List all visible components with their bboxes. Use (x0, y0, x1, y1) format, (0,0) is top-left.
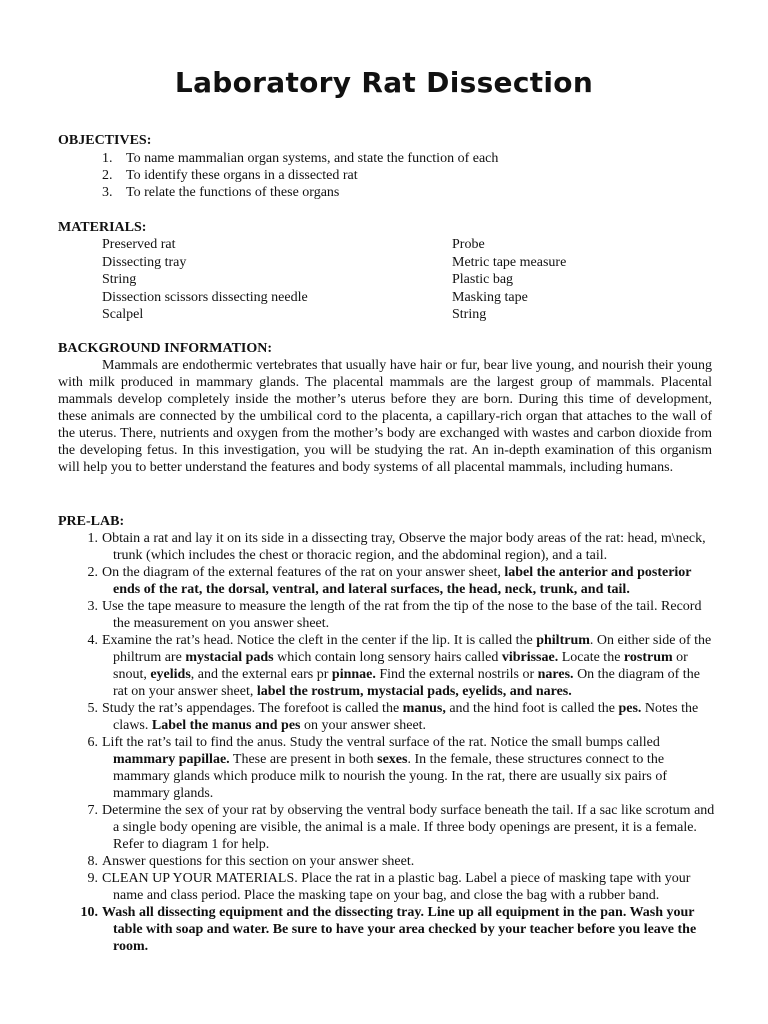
objective-text: To identify these organs in a dissected rat (126, 168, 358, 183)
step-bold-text: mystacial pads (185, 650, 274, 665)
step-plain-text: CLEAN UP YOUR MATERIALS. Place the rat in a plastic bag. Label a piece of masking tape with your name and class period. Place the masking tape on your bag, and close the bag with a rubber band. (102, 871, 691, 903)
objective-item (102, 184, 340, 201)
material-item: Dissection scissors dissecting needle (102, 289, 308, 305)
step-plain-text: These are present in both (229, 752, 378, 767)
step-bold-text: sexes (377, 752, 408, 767)
objectives-list (102, 150, 499, 201)
material-item: Metric tape measure (452, 254, 567, 270)
background-heading: BACKGROUND INFORMATION: (58, 341, 273, 356)
materials-right-column (452, 236, 566, 324)
material-item: String (452, 307, 487, 322)
step-plain-text: Determine the sex of your rat by observing the ventral body surface beneath the tail. If a sac like scrotum and a single body opening are visible, the animal is a male. If three body openings are present, it is a female. Refer to diagram 1 for help. (102, 803, 715, 852)
step-bold-text: nares. (537, 667, 574, 682)
prelab-step (58, 734, 718, 802)
step-bold-text: Label the manus and pes (151, 718, 301, 733)
step-plain-text: Answer questions for this section on your answer sheet. (102, 854, 415, 869)
step-number: 7. (87, 803, 98, 818)
materials-left-column (102, 236, 308, 324)
step-number: 6. (87, 735, 98, 750)
material-item: Preserved rat (102, 237, 176, 252)
prelab-step (58, 853, 718, 870)
step-bold-text: mammary papillae. (113, 752, 230, 767)
material-item: Dissecting tray (102, 254, 187, 270)
step-text (102, 598, 718, 632)
materials-heading: MATERIALS: (58, 220, 147, 235)
material-item: Masking tape (452, 289, 528, 305)
prelab-step (58, 700, 718, 734)
step-bold-text: eyelids (150, 667, 191, 682)
prelab-step (58, 870, 718, 904)
prelab-step (58, 564, 718, 598)
step-text (102, 734, 718, 802)
background-paragraph: Mammals are endothermic vertebrates that usually have hair or fur, bear live young, and nourish their young with milk produced in mammary glands. The placental mammals are the largest group of mammals. Placental mammals develop completely inside the mother’s uterus before they are born. During this time of development, these animals are connected by the umbilical cord to the placenta, a capillary-rich organ that attaches to the wall of the uterus. There, nutrients and oxygen from the mother’s body are exchanged with wastes and carbon dioxide from the developing fetus. In this investigation, you will be studying the rat. An in-depth examination of this organism will help you to better understand the features and body systems of all placental mammals, including humans. (58, 358, 712, 475)
materials-section (58, 219, 146, 236)
step-bold-text: pinnae. (331, 667, 376, 682)
objective-number: 1. (102, 151, 113, 166)
step-text (102, 853, 718, 870)
prelab-heading: PRE-LAB: (58, 514, 125, 529)
prelab-section (58, 513, 718, 955)
step-bold-text: manus, (402, 701, 446, 716)
prelab-step (58, 904, 718, 955)
step-number: 1. (87, 531, 98, 546)
step-number: 5. (87, 701, 98, 716)
step-bold-text: rostrum (623, 650, 673, 665)
material-item: Plastic bag (452, 272, 514, 287)
step-text (102, 870, 718, 904)
step-plain-text: on your answer sheet. (300, 718, 427, 733)
step-plain-text: Lift the rat’s tail to find the anus. Study the ventral surface of the rat. Notice the small bumps called (102, 735, 660, 750)
objective-item (102, 150, 499, 167)
step-plain-text: which contain long sensory hairs called (273, 650, 502, 665)
step-bold-text: label the rostrum, mystacial pads, eyelids, and nares. (256, 684, 572, 699)
material-item: String (102, 272, 137, 287)
prelab-step (58, 802, 718, 853)
step-bold-text: philtrum (536, 633, 590, 648)
step-plain-text: . In the female, these structures connect to the mammary glands which produce milk to nourish the young. In the rat, there are usually six pairs of mammary glands. (113, 752, 668, 801)
step-plain-text: Use the tape measure to measure the length of the rat from the tip of the nose to the base of the tail. Record the measurement on you answer sheet. (102, 599, 702, 631)
prelab-steps-list (58, 530, 718, 955)
step-text (102, 530, 718, 564)
material-item: Scalpel (102, 307, 144, 322)
step-number: 2. (87, 565, 98, 580)
objectives-section (58, 132, 499, 201)
step-number: 9. (87, 871, 98, 886)
step-text (102, 632, 718, 700)
objective-number: 2. (102, 168, 113, 183)
step-plain-text: On the diagram of the external features of the rat on your answer sheet, (102, 565, 505, 580)
material-item: Probe (452, 237, 485, 252)
step-plain-text: Examine the rat’s head. Notice the cleft in the center if the lip. It is called the (102, 633, 537, 648)
step-plain-text: , and the external ears pr (190, 667, 332, 682)
step-text (102, 904, 718, 955)
objective-number: 3. (102, 185, 113, 200)
background-section (58, 340, 712, 476)
step-bold-text: Wash all dissecting equipment and the dissecting tray. Line up all equipment in the pan. Wash your table with soap and water. Be sure to have your area checked by your teacher before you leave the room. (102, 905, 697, 954)
step-bold-text: pes. (618, 701, 642, 716)
page-title: Laboratory Rat Dissection (174, 66, 594, 99)
objective-text: To relate the functions of these organs (126, 185, 340, 200)
step-number: 10. (80, 905, 98, 920)
step-text (102, 802, 718, 853)
step-plain-text: Find the external nostrils or (375, 667, 538, 682)
step-plain-text: or snout, (113, 650, 688, 682)
step-plain-text: Notes the claws. (113, 701, 699, 733)
step-plain-text: . On either side of the philtrum are (113, 633, 712, 665)
step-bold-text: label the anterior and posterior ends of the rat, the dorsal, ventral, and lateral surfaces, the head, neck, trunk, and tail. (113, 565, 692, 597)
step-bold-text: vibrissae. (501, 650, 559, 665)
objectives-heading: OBJECTIVES: (58, 133, 152, 148)
prelab-step (58, 598, 718, 632)
step-plain-text: and the hind foot is called the (445, 701, 619, 716)
step-plain-text: On the diagram of the rat on your answer sheet, (113, 667, 700, 699)
objective-text: To name mammalian organ systems, and state the function of each (126, 151, 499, 166)
step-number: 8. (87, 854, 98, 869)
step-plain-text: Study the rat’s appendages. The forefoot is called the (102, 701, 403, 716)
step-number: 3. (87, 599, 98, 614)
step-text (102, 700, 718, 734)
step-text (102, 564, 718, 598)
prelab-step (58, 530, 718, 564)
objective-item (102, 167, 358, 184)
step-plain-text: Obtain a rat and lay it on its side in a dissecting tray, Observe the major body areas of the rat: head, m\neck, trunk (which includes the chest or thoracic region, and the abdominal region), and a tail. (102, 531, 706, 563)
step-plain-text: Locate the (558, 650, 624, 665)
prelab-step (58, 632, 718, 700)
step-number: 4. (87, 633, 98, 648)
